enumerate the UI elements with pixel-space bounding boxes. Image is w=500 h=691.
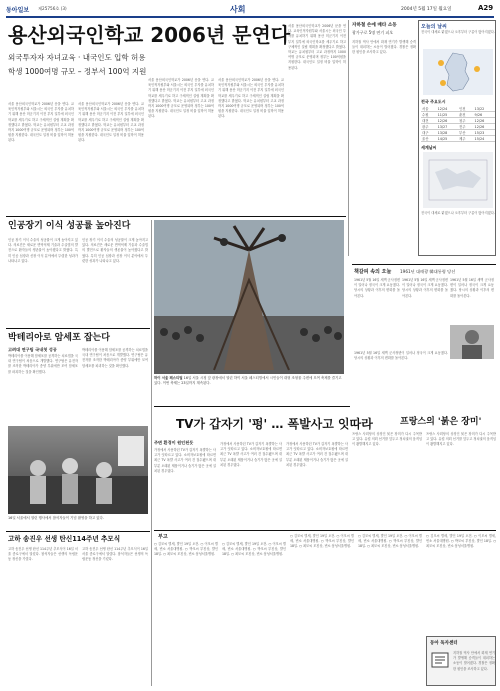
weather-temp: 12/26	[474, 124, 495, 130]
main-photo-caption-title: 하이 서울 페스티벌	[154, 376, 183, 380]
divider	[348, 20, 349, 256]
park-body-col-1: 박테리아를 이용해 암세포를 공격하는 치료법을 국내 연구팀이 처음으로 개발했다. 연구팀은 유전자를 조작한 박테리아가 종양 부위에만 모여 암세포를 파괴하는 것을 확인했다.	[8, 354, 78, 374]
books-subtitle: 1961년 대때광 韓대통령 당선	[400, 269, 456, 274]
side-story	[352, 22, 416, 162]
weather-temp: 12/26	[437, 118, 458, 124]
main-photo	[154, 220, 344, 374]
obituary-col-1: ○ 김모씨 별세, 발인 19일 오전. ○ 이모씨 별세, 빈소 서울대병원. ○ 박모씨 부친상, 발인 18일. ○ 최모씨 모친상, 빈소 삼성서울병원.	[154, 542, 218, 557]
weather-temp: 12/26	[474, 118, 495, 124]
weather-temp: 15/23	[474, 130, 495, 136]
page-number: A29	[478, 4, 494, 12]
side-story-subtitle: 광가구로 5명 연기 피오	[352, 30, 394, 35]
promo-body-col-1: 고하 송진우 선생 탄신 114주년 추모식이 16일 서울 종로구에서 열렸다. 참석자들은 선생의 독립운동 정신을 기렸다.	[8, 547, 78, 562]
main-photo-caption	[154, 376, 346, 404]
park-subhead: 고려대 연구팀 국내첫 성공	[8, 347, 57, 352]
small-photo-caption: 16일 서울에서 열린 행사에서 참석자들이 기념 촬영을 하고 있다.	[8, 516, 104, 520]
obituary-col-2: ○ 김모씨 별세, 발인 19일 오전. ○ 이모씨 별세, 빈소 서울대병원. ○ 박모씨 부친상, 발인 18일. ○ 최모씨 모친상, 빈소 삼성서울병원.	[222, 542, 286, 557]
lead-headline: 용산외국인학교 2006년 문연다	[8, 23, 291, 47]
weather-temp: 15/24	[474, 136, 495, 142]
weather-footer: 전국이 대체로 맑겠으나 오후부터 구름이 많아지겠다.	[421, 211, 495, 215]
organ-bottom-rule	[6, 328, 150, 329]
small-photo	[8, 426, 148, 514]
lead-subhead-2: 학생 1000여명 규모 – 정부서 100억 지원	[8, 67, 147, 76]
weather-row	[421, 136, 495, 142]
weather-temp: 13/28	[437, 130, 458, 136]
books-body-col-1: 1961년 5월 16일 새벽 군사정변이 일어나 정국이 크게 요동쳤다. 당시의 상황과 이후의 변화를 돌아본다.	[354, 278, 400, 298]
weather-city: 춘천	[458, 112, 474, 118]
books-title: 책갈피 속의 오늘	[354, 269, 392, 275]
organ-headline: 인공장기 이식 성공률 높아진다	[8, 221, 131, 231]
weather-city: 부산	[458, 130, 474, 136]
lead-body-col-5: 서울 용산외국인학교가 2006년 문을 연다. 교육인적자원부와 서울시는 외국인 투자를 유치하기 위해 용산 미군기지 이전 부지 일부에 외국인학교를 세우기로 하고 구체적인 설립 계획을 확정했다고 밝혔다. 학교는 유치원부터 고교 과정까지 1000여명 규모로 운영되며 정부는 100억원을 지원한다. 내국인도 일정 비율 입학이 허용된다.	[288, 24, 346, 70]
lead-body-col-1: 서울 용산외국인학교가 2006년 문을 연다. 교육인적자원부와 서울시는 외국인 투자를 유치하기 위해 용산 미군기지 이전 부지 일부에 외국인학교를 세우기로 하고 구체적인 설립 계획을 확정했다고 밝혔다. 학교는 유치원부터 고교 과정까지 1000여명 규모로 운영되며 정부는 100억원을 지원한다. 내국인도 일정 비율 입학이 허용된다.	[8, 102, 74, 143]
weather-temp: 13/27	[437, 124, 458, 130]
promo-body-col-2: 고하 송진우 선생 탄신 114주년 추모식이 16일 서울 종로구에서 열렸다. 참석자들은 선생의 독립운동 정신을 기렸다.	[82, 547, 148, 562]
weather-data-table	[421, 106, 495, 142]
tv-body-col-1: 가정에서 사용하던 TV가 갑자기 폭발하는 사고가 잇따르고 있다. 소비자보호원에 따르면 최근 TV 폭발 사고가 여러 건 접수됐으며 대부분 오래된 제품이거나 습기가 많은 곳에 설치된 경우였다.	[154, 448, 216, 473]
weather-box	[418, 20, 496, 256]
newspaper-icon	[431, 651, 451, 671]
tv-body-col-3: 가정에서 사용하던 TV가 갑자기 폭발하는 사고가 잇따르고 있다. 소비자보호원에 따르면 최근 TV 폭발 사고가 여러 건 접수됐으며 대부분 오래된 제품이거나 습기가 많은 곳에 설치된 경우였다.	[286, 442, 348, 467]
side-story-title: 자하철 손에 매타 소동	[352, 23, 397, 28]
books-portrait	[450, 325, 494, 359]
weather-table	[421, 106, 495, 142]
weather-city: 광주	[421, 124, 437, 130]
weather-temp: 12/24	[437, 106, 458, 112]
paper-logo: 동아일보	[6, 7, 30, 14]
ad-title: 동아 독자센터	[430, 641, 458, 646]
sun-icon	[438, 60, 444, 66]
france-body-col-1: 프랑스 사회당의 상징인 붉은 장미가 다시 주목받고 있다. 유럽 의회 선거를 앞두고 정치권의 움직임이 활발해지고 있다.	[352, 432, 422, 447]
weather-city: 대전	[421, 118, 437, 124]
main-photo-caption-text: 16일 서울 시청 앞 광장에서 열린 하이 서울 페스티벌에서 시민들이 대형 조형물 주변에 모여 축제를 즐기고 있다. 이번 축제는 23일까지 계속된다.	[154, 376, 342, 385]
weather-temp: 14/25	[437, 136, 458, 142]
obituary-col-5: ○ 김모씨 별세, 발인 19일 오전. ○ 이모씨 별세, 빈소 서울대병원. ○ 박모씨 부친상, 발인 18일. ○ 최모씨 모친상, 빈소 삼성서울병원.	[426, 534, 496, 549]
issue-number: 제25756호 (3)	[38, 6, 67, 11]
weather-city: 제주	[458, 136, 474, 142]
weather-city: 청주	[458, 118, 474, 124]
weather-table-title: 전국 주요도시	[421, 99, 446, 104]
weather-temp: 13/22	[474, 106, 495, 112]
tv-body-col-2: 가정에서 사용하던 TV가 갑자기 폭발하는 사고가 잇따르고 있다. 소비자보호원에 따르면 최근 TV 폭발 사고가 여러 건 접수됐으며 대부분 오래된 제품이거나 습기가 많은 곳에 설치된 경우였다.	[220, 442, 282, 467]
section-title: 사회	[230, 5, 246, 14]
side-story-body: 지하철 역사 안에서 화재 연기가 발생해 승객들이 대피하는 소동이 벌어졌다. 경찰은 정확한 원인을 조사하고 있다.	[352, 40, 416, 55]
books-body-col-3: 1961년 5월 16일 새벽 군사정변이 일어나 정국이 크게 요동쳤다. 당시의 상황과 이후의 변화를 돌아본다.	[450, 278, 494, 298]
obituary-rule	[154, 530, 496, 531]
organ-body-col-1: 인공 장기 이식 수술의 성공률이 크게 높아지고 있다. 의료진은 새로운 면역억제 기술과 수술법의 발전으로 환자들의 생존율이 높아졌다고 밝혔다. 특히 인공 심장과 신장 이식 분야에서 뚜렷한 성과가 나타나고 있다.	[8, 238, 78, 263]
tv-rule	[154, 406, 350, 407]
weather-temp: 9/26	[474, 112, 495, 118]
lead-subhead-1: 외국투자자 자녀교육 · 내국인도 입학 허용	[8, 53, 146, 62]
tv-headline: TV가 갑자기 '펑' … 폭발사고 잇따라	[176, 417, 373, 431]
ad-body: 지하철 역사 안에서 화재 연기가 발생해 승객들이 대피하는 소동이 벌어졌다. 경찰은 정확한 원인을 조사하고 있다.	[453, 651, 495, 671]
obituary-col-4: ○ 김모씨 별세, 발인 19일 오전. ○ 이모씨 별세, 빈소 서울대병원. ○ 박모씨 부친상, 발인 18일. ○ 최모씨 모친상, 빈소 삼성서울병원.	[358, 534, 422, 549]
weather-city: 울산	[421, 136, 437, 142]
masthead-rule	[6, 16, 494, 18]
korea-map-icon	[423, 49, 493, 95]
masthead	[6, 4, 494, 16]
lead-bottom-rule	[6, 216, 346, 217]
world-weather-title: 세계날씨	[421, 145, 437, 150]
france-body-col-2: 프랑스 사회당의 상징인 붉은 장미가 다시 주목받고 있다. 유럽 의회 선거를 앞두고 정치권의 움직임이 활발해지고 있다.	[426, 432, 496, 447]
weather-city: 전주	[458, 124, 474, 130]
weather-city: 대구	[421, 130, 437, 136]
organ-body-col-2: 인공 장기 이식 수술의 성공률이 크게 높아지고 있다. 의료진은 새로운 면역억제 기술과 수술법의 발전으로 환자들의 생존율이 높아졌다고 밝혔다. 특히 인공 심장과 신장 이식 분야에서 뚜렷한 성과가 나타나고 있다.	[82, 238, 148, 263]
world-weather-map	[423, 152, 493, 208]
lead-body-col-3: 서울 용산외국인학교가 2006년 문을 연다. 교육인적자원부와 서울시는 외국인 투자를 유치하기 위해 용산 미군기지 이전 부지 일부에 외국인학교를 세우기로 하고 구체적인 설립 계획을 확정했다고 밝혔다. 학교는 유치원부터 고교 과정까지 1000여명 규모로 운영되며 정부는 100억원을 지원한다. 내국인도 일정 비율 입학이 허용된다.	[148, 78, 214, 119]
weather-title: 오늘의 날씨	[421, 24, 447, 30]
weather-city: 인천	[458, 106, 474, 112]
park-body-col-2: 박테리아를 이용해 암세포를 공격하는 치료법을 국내 연구팀이 처음으로 개발했다. 연구팀은 유전자를 조작한 박테리아가 종양 부위에만 모여 암세포를 파괴하는 것을 확인했다.	[82, 348, 148, 368]
issue-date: 2004년 5월 17일 월요일	[401, 7, 452, 12]
tv-col-head: 주변 환경이 원인된듯	[154, 440, 194, 445]
obituary-col-3: ○ 김모씨 별세, 발인 19일 오전. ○ 이모씨 별세, 빈소 서울대병원. ○ 박모씨 부친상, 발인 18일. ○ 최모씨 모친상, 빈소 삼성서울병원.	[290, 534, 354, 549]
obituary-title: 부고	[158, 534, 168, 540]
promo-rule	[6, 531, 150, 532]
books-column	[352, 264, 496, 414]
lead-body-col-4: 서울 용산외국인학교가 2006년 문을 연다. 교육인적자원부와 서울시는 외국인 투자를 유치하기 위해 용산 미군기지 이전 부지 일부에 외국인학교를 세우기로 하고 구체적인 설립 계획을 확정했다고 밝혔다. 학교는 유치원부터 고교 과정까지 1000여명 규모로 운영되며 정부는 100억원을 지원한다. 내국인도 일정 비율 입학이 허용된다.	[218, 78, 284, 119]
lead-body-col-2: 서울 용산외국인학교가 2006년 문을 연다. 교육인적자원부와 서울시는 외국인 투자를 유치하기 위해 용산 미군기지 이전 부지 일부에 외국인학교를 세우기로 하고 구체적인 설립 계획을 확정했다고 밝혔다. 학교는 유치원부터 고교 과정까지 1000여명 규모로 운영되며 정부는 100억원을 지원한다. 내국인도 일정 비율 입학이 허용된다.	[78, 102, 144, 143]
weather-temp: 11/25	[437, 112, 458, 118]
weather-map	[423, 49, 493, 95]
weather-city: 수원	[421, 112, 437, 118]
france-headline: 프랑스의 '붉은 장미'	[400, 417, 482, 427]
left-col-divider	[151, 220, 152, 686]
books-body-col-2: 1961년 5월 16일 새벽 군사정변이 일어나 정국이 크게 요동쳤다. 당시의 상황과 이후의 변화를 돌아본다.	[402, 278, 448, 298]
ad-box	[426, 636, 496, 686]
promo-headline: 고하 송진우 선생 탄신114주년 추모식	[8, 535, 121, 543]
weather-summary: 전국이 대체로 맑겠으나 오후부터 구름이 많아지겠다.	[421, 30, 495, 34]
weather-city: 서울	[421, 106, 437, 112]
books-body-col-4: 1961년 5월 16일 새벽 군사정변이 일어나 정국이 크게 요동쳤다. 당시의 상황과 이후의 변화를 돌아본다.	[354, 351, 448, 361]
park-headline: 박테리아로 암세포 잡는다	[8, 333, 110, 343]
